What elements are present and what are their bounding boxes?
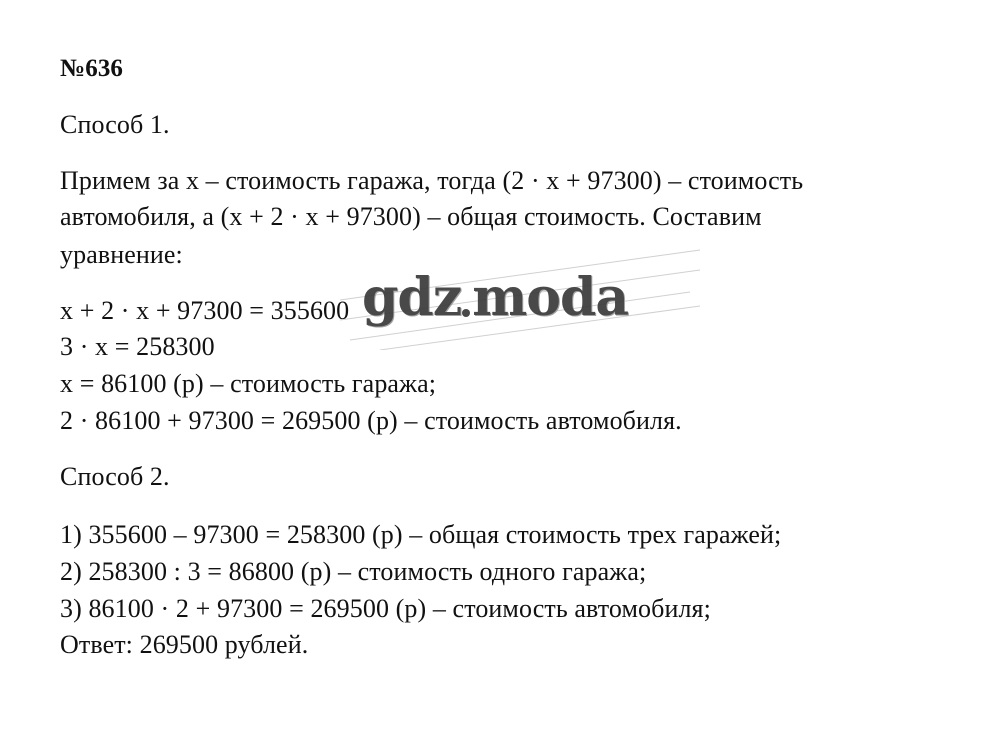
watermark-dot-icon xyxy=(462,309,470,317)
method1-step: 3 · x = 258300 xyxy=(60,332,215,361)
method1-intro-line: автомобиля, а (x + 2 · x + 97300) – общая стоимость. Составим xyxy=(60,202,762,231)
method2-step: 3) 86100 · 2 + 97300 = 269500 (р) – стоимость автомобиля; xyxy=(60,594,711,623)
problem-number: №636 xyxy=(60,55,124,82)
method2-heading: Способ 2. xyxy=(60,462,170,491)
method1-step: x + 2 · x + 97300 = 355600 xyxy=(60,296,350,325)
method1-intro-line: Примем за x – стоимость гаража, тогда (2 · x + 97300) – стоимость xyxy=(60,166,804,195)
method1-intro-line: уравнение: xyxy=(60,240,183,269)
method2-step: 1) 355600 – 97300 = 258300 (р) – общая стоимость трех гаражей; xyxy=(60,520,782,549)
method1-step: x = 86100 (р) – стоимость гаража; xyxy=(60,369,437,398)
method1-step: 2 · 86100 + 97300 = 269500 (р) – стоимость автомобиля. xyxy=(60,406,682,435)
watermark-logo: gdz moda xyxy=(362,267,629,328)
method1-heading: Способ 1. xyxy=(60,110,170,139)
method2-step: 2) 258300 : 3 = 86800 (р) – стоимость одного гаража; xyxy=(60,557,647,586)
answer-line: Ответ: 269500 рублей. xyxy=(60,630,309,659)
